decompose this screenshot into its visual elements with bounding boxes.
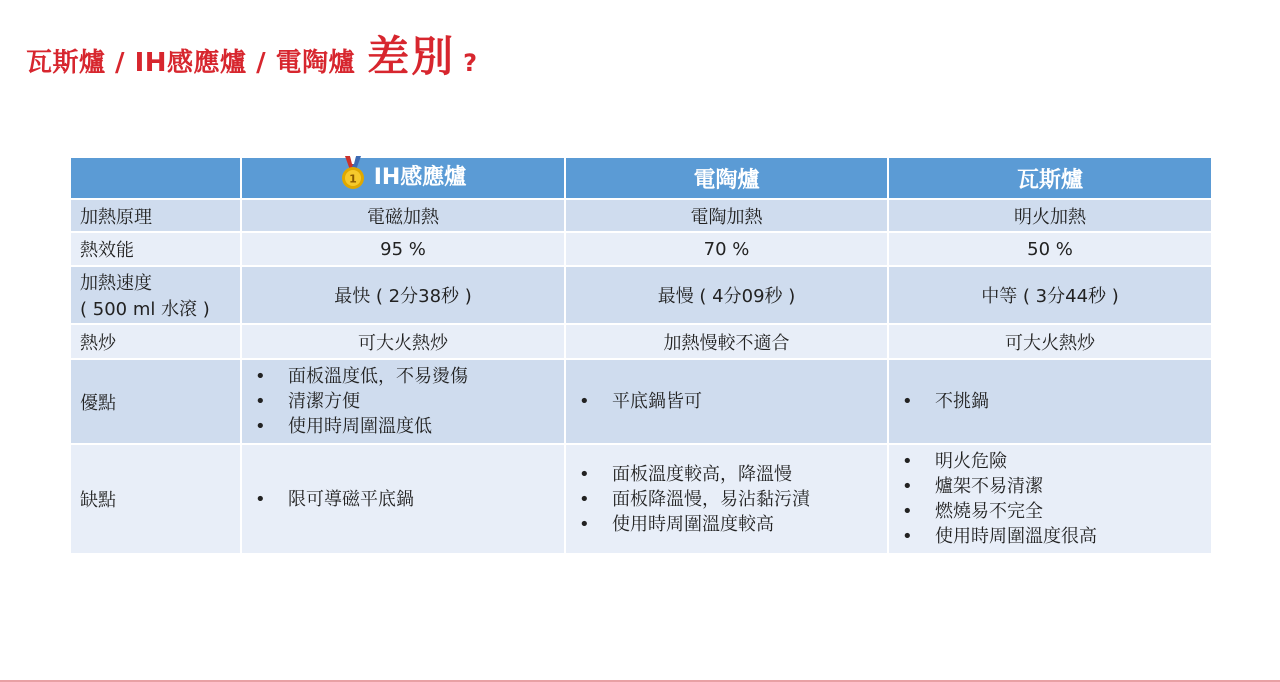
list-item: • 面板溫度較高，降溫慢 bbox=[574, 462, 879, 487]
cell-ceramic-stir-fry: 加熱慢較不適合 bbox=[565, 324, 888, 359]
cell-ih-stir-fry: 可大火熱炒 bbox=[241, 324, 565, 359]
list-item: • 面板溫度低，不易燙傷 bbox=[250, 364, 556, 389]
row-label-heating-principle: 加熱原理 bbox=[70, 199, 241, 232]
title-main: 瓦斯爐 / IH感應爐 / 電陶爐 bbox=[26, 48, 356, 78]
table-row-advantages bbox=[70, 359, 1212, 444]
list-item: • 燃燒易不完全 bbox=[897, 499, 1203, 524]
cell-gas-disadvantages bbox=[888, 444, 1212, 554]
comparison-table bbox=[69, 156, 1213, 555]
cell-gas-heating-principle: 明火加熱 bbox=[888, 199, 1212, 232]
list-item: • 爐架不易清潔 bbox=[897, 474, 1203, 499]
ceramic-disadvantages-list bbox=[574, 462, 879, 537]
cell-ih-thermal-efficiency: 95 % bbox=[241, 232, 565, 266]
ih-advantages-list bbox=[250, 364, 556, 439]
ceramic-advantages-list bbox=[574, 389, 879, 414]
cell-gas-stir-fry: 可大火熱炒 bbox=[888, 324, 1212, 359]
cell-ih-disadvantages bbox=[241, 444, 565, 554]
cell-ceramic-heating-speed: 最慢 ( 4分09秒 ) bbox=[565, 266, 888, 324]
cell-ih-heating-principle: 電磁加熱 bbox=[241, 199, 565, 232]
list-item: • 使用時周圍溫度較高 bbox=[574, 512, 879, 537]
gas-advantages-list bbox=[897, 389, 1203, 414]
header-corner bbox=[70, 157, 241, 199]
table-row-stir-fry bbox=[70, 324, 1212, 359]
cell-ceramic-disadvantages bbox=[565, 444, 888, 554]
gold-medal-icon bbox=[340, 156, 366, 196]
table-row-heating-principle bbox=[70, 199, 1212, 232]
row-label-heating-speed-line2: ( 500 ml 水滾 ) bbox=[80, 299, 210, 320]
gas-disadvantages-list bbox=[897, 449, 1203, 549]
list-item: • 使用時周圍溫度低 bbox=[250, 414, 556, 439]
cell-ceramic-advantages bbox=[565, 359, 888, 444]
cell-gas-heating-speed: 中等 ( 3分44秒 ) bbox=[888, 266, 1212, 324]
table-row-thermal-efficiency bbox=[70, 232, 1212, 266]
cell-ceramic-thermal-efficiency: 70 % bbox=[565, 232, 888, 266]
list-item: • 使用時周圍溫度很高 bbox=[897, 524, 1203, 549]
header-ih-stove bbox=[241, 157, 565, 199]
list-item: • 限可導磁平底鍋 bbox=[250, 487, 556, 512]
cell-ih-heating-speed: 最快 ( 2分38秒 ) bbox=[241, 266, 565, 324]
list-item: • 平底鍋皆可 bbox=[574, 389, 879, 414]
row-label-heating-speed-line1: 加熱速度 bbox=[80, 273, 152, 294]
header-ceramic-stove: 電陶爐 bbox=[565, 157, 888, 199]
list-item: • 明火危險 bbox=[897, 449, 1203, 474]
row-label-thermal-efficiency: 熱效能 bbox=[70, 232, 241, 266]
header-ih-stove-label: IH感應爐 bbox=[373, 165, 467, 190]
title-question-mark: ? bbox=[463, 49, 478, 77]
cell-ih-advantages bbox=[241, 359, 565, 444]
title-accent: 差別 bbox=[367, 32, 456, 81]
list-item: • 清潔方便 bbox=[250, 389, 556, 414]
table-header-row bbox=[70, 157, 1212, 199]
table-row-heating-speed bbox=[70, 266, 1212, 324]
ih-disadvantages-list bbox=[250, 487, 556, 512]
page-title bbox=[26, 24, 477, 84]
medal-number: 1 bbox=[348, 172, 357, 186]
row-label-disadvantages: 缺點 bbox=[70, 444, 241, 554]
table-row-disadvantages bbox=[70, 444, 1212, 554]
row-label-heating-speed bbox=[70, 266, 241, 324]
cell-gas-advantages bbox=[888, 359, 1212, 444]
cell-ceramic-heating-principle: 電陶加熱 bbox=[565, 199, 888, 232]
row-label-advantages: 優點 bbox=[70, 359, 241, 444]
cell-gas-thermal-efficiency: 50 % bbox=[888, 232, 1212, 266]
list-item: • 面板降溫慢，易沾黏污漬 bbox=[574, 487, 879, 512]
header-gas-stove: 瓦斯爐 bbox=[888, 157, 1212, 199]
row-label-stir-fry: 熱炒 bbox=[70, 324, 241, 359]
list-item: • 不挑鍋 bbox=[897, 389, 1203, 414]
